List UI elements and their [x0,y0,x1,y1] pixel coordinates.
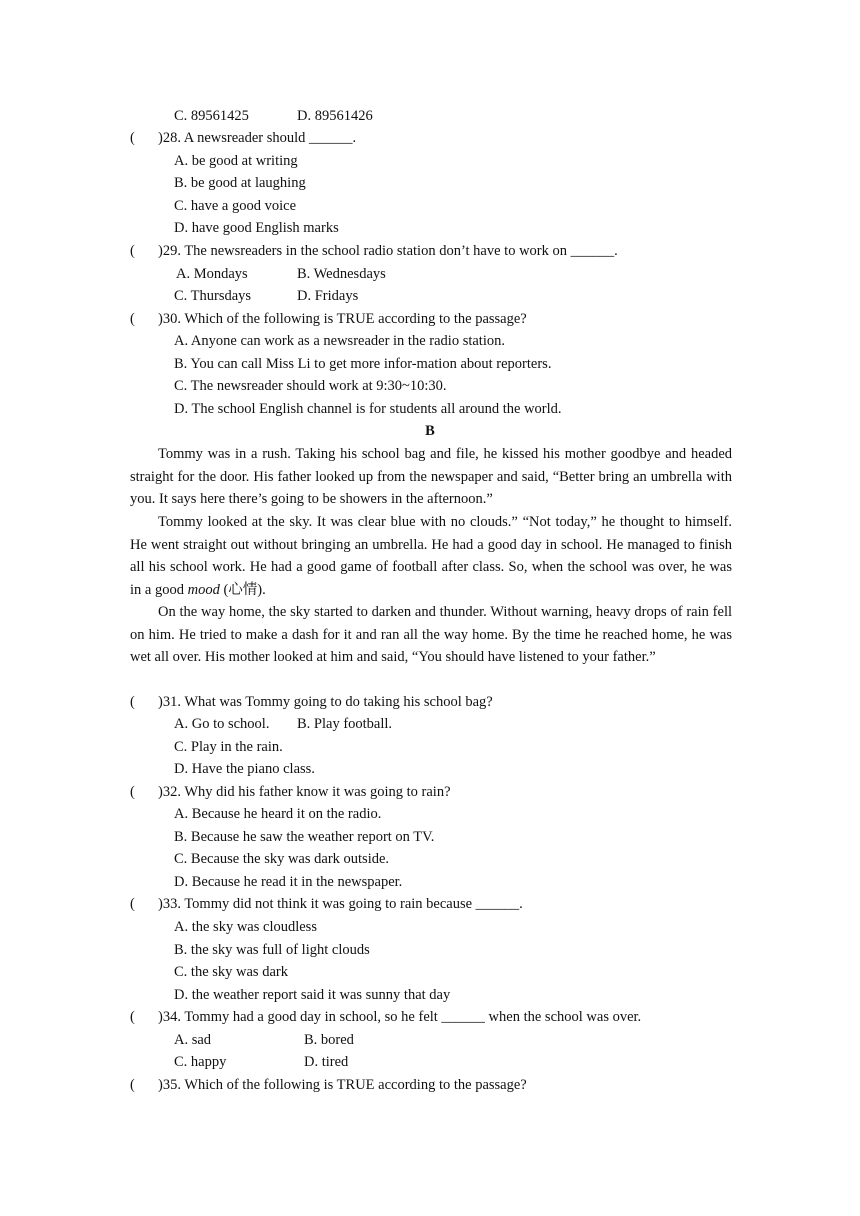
option-31d: D. Have the piano class. [174,761,315,777]
passage-paragraph-1: Tommy was in a rush. Taking his school bag and file, he kissed his mother goodbye and headed straight for the door. His father looked up from the newspaper and said, “Better bring an umbrella with you. It says here there’s going to be showers in the afternoon.” [130,446,732,508]
option-34b: B. bored [304,1032,354,1048]
option-31c: C. Play in the rain. [174,739,283,755]
option-32c: C. Because the sky was dark outside. [174,851,390,867]
mood-word: mood [187,581,220,598]
option-29b: B. Wednesdays [297,266,386,282]
option-30b: B. You can call Miss Li to get more infor-mation about reporters. [174,356,552,372]
answer-bracket-33[interactable]: ( [130,896,135,912]
option-29a: A. Mondays [176,266,248,282]
question-35-stem: )35. Which of the following is TRUE according to the passage? [158,1077,527,1093]
option-30d: D. The school English channel is for students all around the world. [174,401,562,417]
answer-bracket-28[interactable]: ( [130,130,135,146]
question-33-stem: )33. Tommy did not think it was going to rain because ______. [158,896,523,912]
option-34c: C. happy [174,1054,227,1070]
answer-bracket-30[interactable]: ( [130,311,135,327]
option-31a: A. Go to school. [174,716,270,732]
option-33c: C. the sky was dark [174,964,288,980]
passage-paragraph-3: On the way home, the sky started to darken and thunder. Without warning, heavy drops of rain fell on him. He tried to make a dash for it and ran all the way home. By the time he reached home, he was wet all over. His mother looked at him and said, “You should have listened to your father.” [130,604,732,666]
option-28c: C. have a good voice [174,198,297,214]
option-33d: D. the weather report said it was sunny that day [174,987,451,1003]
option-28b: B. be good at laughing [174,175,306,191]
option-29c: C. Thursdays [174,288,252,304]
question-30-stem: )30. Which of the following is TRUE according to the passage? [158,311,527,327]
option-33a: A. the sky was cloudless [174,919,317,935]
option-27d: D. 89561426 [297,108,373,124]
answer-bracket-34[interactable]: ( [130,1009,135,1025]
option-32b: B. Because he saw the weather report on TV. [174,829,435,845]
answer-bracket-29[interactable]: ( [130,243,135,259]
question-31-stem: )31. What was Tommy going to do taking his school bag? [158,694,493,710]
passage-paragraph-2-text: Tommy looked at the sky. It was clear blue with no clouds.” “Not today,” he thought to himself. He went straight out without bringing an umbrella. He had a good day in school. He managed to finish all his school work. He had a good game of football after class. So, when the school was over, he was in a good [130,514,732,598]
option-29d: D. Fridays [297,288,359,304]
question-29-stem: )29. The newsreaders in the school radio station don’t have to work on ______. [158,243,618,259]
option-32a: A. Because he heard it on the radio. [174,806,382,822]
option-30a: A. Anyone can work as a newsreader in the radio station. [174,333,505,349]
answer-bracket-35[interactable]: ( [130,1077,135,1093]
mood-gloss: (心情). [219,581,266,598]
option-34a: A. sad [174,1032,212,1048]
question-32-stem: )32. Why did his father know it was going to rain? [158,784,451,800]
option-27c: C. 89561425 [174,108,249,124]
option-30c: C. The newsreader should work at 9:30~10:30. [174,378,447,394]
question-34-stem: )34. Tommy had a good day in school, so he felt ______ when the school was over. [158,1009,642,1025]
option-28d: D. have good English marks [174,220,339,236]
option-34d: D. tired [304,1054,349,1070]
section-heading-b: B [425,423,435,439]
option-33b: B. the sky was full of light clouds [174,942,370,958]
option-28a: A. be good at writing [174,153,298,169]
answer-bracket-31[interactable]: ( [130,694,135,710]
option-31b: B. Play football. [297,716,393,732]
answer-bracket-32[interactable]: ( [130,784,135,800]
option-32d: D. Because he read it in the newspaper. [174,874,403,890]
question-28-stem: )28. A newsreader should ______. [158,130,357,146]
passage-paragraph-2 [130,511,732,601]
